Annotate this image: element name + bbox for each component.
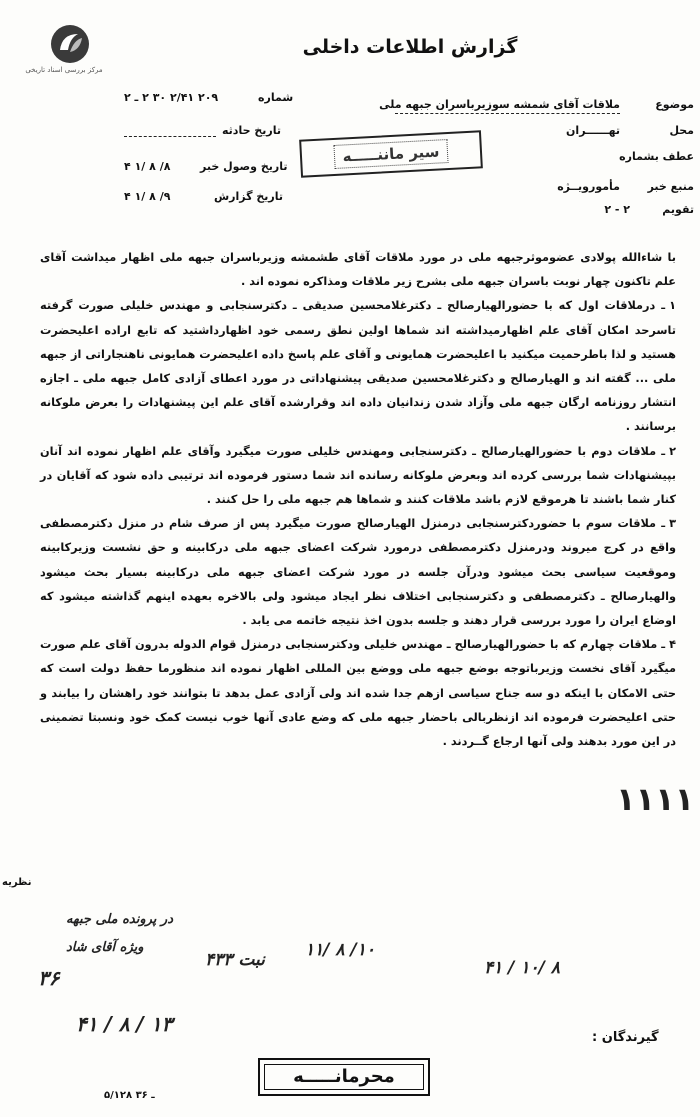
handwritten-note-3: ۳۶ bbox=[38, 966, 60, 990]
number-value: ۲۰۹ ۲/۴۱ ۳۰ ۲ ـ ۲ bbox=[124, 91, 219, 104]
report-date-value: ۹/ ۸ /۱ ۴ bbox=[124, 190, 171, 203]
handwritten-note-1: در پرونده ملی جبهه bbox=[66, 912, 173, 927]
subject-underline bbox=[395, 113, 620, 114]
event-date-underline bbox=[124, 136, 216, 137]
receipt-date-value: ۸/ ۸ /۱ ۴ bbox=[124, 160, 171, 173]
paragraph-3-text: ـ ملاقات سوم با حضوردکترسنجابی درمنزل الهیارصالح صورت میگیرد پس از صرف شام در منزل دکترمصطفی واقع در کرج میروند ودرمنزل دکترمصطفی درمورد شرکت اعضای جبهه ملی درکابینه و حق نشست وزیرکابینه وموقعیت سیاسی بحث میشود ودرآن جلسه در مورد شرکت اعضای جبهه ملی درکابینه بسیار بحث میشود والهیارصالح ـ دکترمصطفی و دکترسنجابی اختلاف نظر ایجاد میشود ولی بالاخره بعهده اینهم گذاشته میشود که اوضاع ایران را مورد بررسی قرار دهند و جلسه بدون اخذ نتیجه خاتمه می یابد . bbox=[40, 517, 676, 628]
paragraph-1-text: ـ درملاقات اول که با حضورالهیارصالح ـ دکترغلامحسین صدیقی ـ دکترسنجابی و مهندس خلیلی صورت گرفته تاسرحد امکان آقای علم اظهارمیداشته اند شماها اولین نطق رسمی خود اظهارداشتید که تابع اراده اعلیحضرت هستید و لذا باطرحمیت میکنید با اعلیحضرت همایونی و آقای علم پاسخ داده اعلیحضرت همایونی ناهنجاراتی از جبهه ملی ... گفته اند و الهیارصالح و دکترغلامحسین صدیقی پیشنهاداتی در مورد اعطای آزادی کامل جبهه ملی ـ اجازه انتشار روزنامه ارگان جبهه ملی وآزاد شدن زندانیان داده اند وقرارشده آقای علم این پیشنهادات را بعرض ملوکانه برسانند . bbox=[40, 299, 676, 434]
location-label: محل bbox=[669, 124, 694, 137]
opinion-label: نظریه bbox=[2, 877, 32, 888]
handwritten-note-6: ۱۰/ ۸ /۱۱ bbox=[305, 940, 375, 960]
receipt-date-label: تاریخ وصول خبر bbox=[200, 160, 288, 173]
paragraph-1-number: ۱ bbox=[669, 299, 676, 313]
paragraph-1 bbox=[40, 294, 676, 439]
confidential-stamp-bottom-frame bbox=[264, 1064, 424, 1090]
paragraph-2 bbox=[40, 440, 676, 513]
evaluation-value: ۲ - ۲ bbox=[604, 203, 630, 216]
paragraph-4 bbox=[40, 633, 676, 754]
confidential-stamp-bottom-text: محرمانـــــه bbox=[293, 1066, 395, 1087]
confidential-stamp-top bbox=[299, 130, 483, 177]
source-value: مأمورویــژه bbox=[557, 180, 620, 193]
number-label: شماره bbox=[258, 91, 294, 104]
paragraph-3 bbox=[40, 512, 676, 633]
handwritten-note-7: ۸ /۱۰ / ۴۱ bbox=[484, 958, 560, 978]
source-label: منبع خبر bbox=[647, 180, 694, 193]
attachment-label: عطف بشماره bbox=[619, 150, 694, 163]
paragraph-2-number: ۲ bbox=[669, 444, 676, 458]
paragraph-4-number: ۴ bbox=[669, 638, 676, 652]
handwritten-note-4: ۱۳ / ۸ / ۴۱ bbox=[76, 1012, 173, 1036]
paragraph-4-text: ـ ملاقات چهارم که با حضورالهیارصالح ـ مهندس خلیلی ودکترسنجابی درمنزل قوام الدوله بدرون آقای علم صورت میگیرد آقای نخست وزیرباتوجه بوضع جبهه ملی ووضع بین المللی اظهار نموده اند منظورما حفظ دولت است که حتی الامکان با اینکه دو سه جناح سیاسی ازهم جدا شده اند ولی آزادی عمل بدهد تا بتوانند خود راهشان را بیابند و حتی اعلیحضرت فرموده اند ازنظربالی باحضار جبهه ملی که وضع عادی آنها خوب نیست کمک خود ونسبتا تضمینی در این مورد بدهند ولی آنها ارجاع گــردند . bbox=[40, 638, 676, 749]
report-body bbox=[40, 246, 676, 754]
archive-center-logo-icon bbox=[50, 24, 90, 64]
evaluation-label: تقویم bbox=[662, 203, 694, 216]
location-value: تهــــــران bbox=[566, 124, 620, 137]
page-title: گزارش اطلاعات داخلی bbox=[302, 36, 518, 58]
handwritten-note-5: نبت ۴۳۳ bbox=[205, 950, 265, 970]
report-date-label: تاریخ گزارش bbox=[214, 190, 284, 203]
receivers-label: گیرندگان : bbox=[592, 1030, 659, 1045]
confidential-stamp-text: سیر ماننـــــه bbox=[333, 139, 449, 169]
subject-label: موضوع bbox=[655, 98, 694, 111]
event-date-label: تاریخ حادثه bbox=[222, 124, 281, 137]
handwritten-note-2: ویژه آقای شاد bbox=[66, 940, 144, 955]
footer-number: ۵/۱۲۸ ـ ۳۶ bbox=[104, 1090, 155, 1101]
subject-value: ملاقات آقای شمشه سوزیرباسران جبهه ملی bbox=[379, 98, 620, 111]
paragraph-3-number: ۳ bbox=[669, 517, 676, 531]
logo-caption: مرکز بررسی اسناد تاریخی bbox=[25, 66, 103, 74]
confidential-stamp-bottom bbox=[258, 1058, 430, 1096]
margin-tally-marks: ۱۱۱۱ bbox=[616, 780, 695, 818]
paragraph-2-text: ـ ملاقات دوم با حضورالهیارصالح ـ دکترسنجابی ومهندس خلیلی صورت میگیرد وآقای علم اظهار نموده اند آنان بپیشنهادات شما بررسی کرده اند وبعرض ملوکانه رسانده اند شما دستور فرموده اند ترتیبی داده شود که آقایان در کنار شما باشند تا هرموقع لازم باشد ملاقات کنند و شماها هم جبهه ملی را حل کنند . bbox=[40, 444, 676, 507]
intro-paragraph: با شاءالله پولادی عضوموثرجبهه ملی در مورد ملاقات آقای طشمشه وزیرباسران جبهه ملی اظهار میداشت آقای علم تاکنون چهار نوبت باسران جبهه ملی بشرح زیر ملاقات ومذاکره نموده اند . bbox=[40, 251, 676, 289]
